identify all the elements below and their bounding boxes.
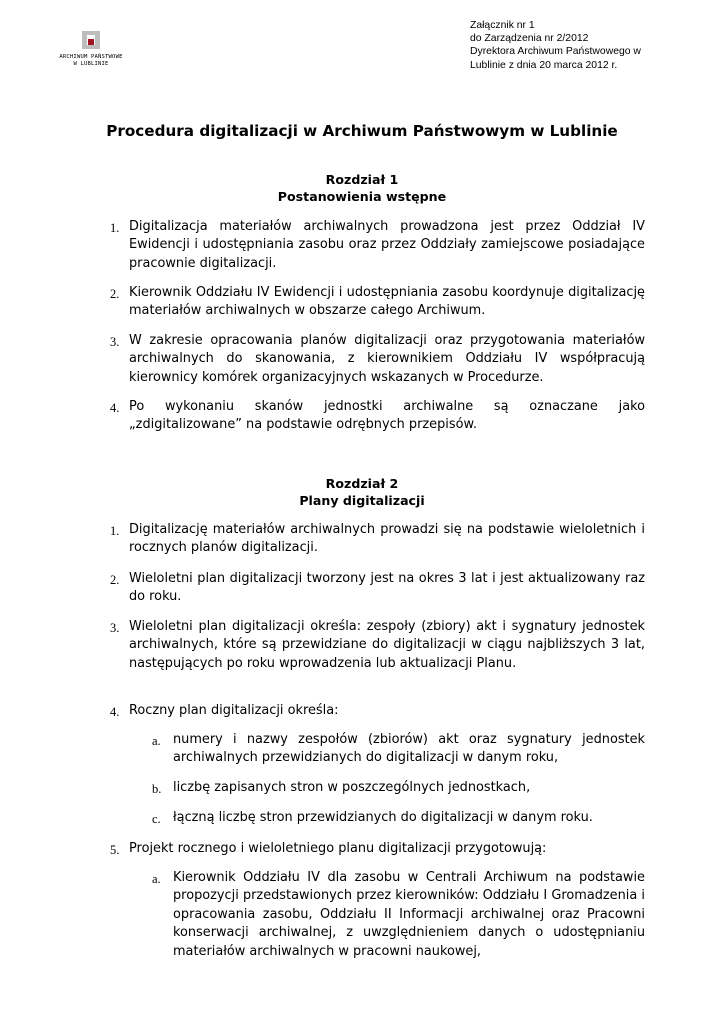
item-text: Kierownik Oddziału IV Ewidencji i udostępniania zasobu koordynuje digitalizację materiałów archiwalnych w obszarze całego Archiwum. xyxy=(129,285,645,319)
chapter-label: Rozdział 1 xyxy=(325,172,399,187)
list-item xyxy=(110,218,645,273)
sub-item-letter: b. xyxy=(152,782,162,796)
item-text: Wieloletni plan digitalizacji tworzony jest na okres 3 lat i jest aktualizowany raz do roku. xyxy=(129,571,645,605)
list-item xyxy=(110,284,645,321)
item-number: 4. xyxy=(110,401,120,415)
attachment-line: do Zarządzenia nr 2/2012 xyxy=(470,33,589,45)
sub-item-letter: c. xyxy=(152,812,161,826)
sub-item-letter: a. xyxy=(152,872,161,886)
sub-item-text: Kierownik Oddziału IV dla zasobu w Centrali Archiwum na podstawie propozycji przedstawionych przez kierowników: Oddziału I Gromadzenia i opracowania zasobu, Oddziału II Informacji archiwalnej oraz Pracowni konserwacji archiwalnej, z uwzględnieniem danych o udostępnianiu materiałów archiwalnych w pracowni naukowej, xyxy=(173,870,645,959)
attachment-line: Dyrektora Archiwum Państwowego w xyxy=(470,46,641,58)
item-number: 4. xyxy=(110,705,120,719)
chapter-2-heading xyxy=(0,475,724,509)
sub-list-item xyxy=(152,809,645,827)
item-text: W zakresie opracowania planów digitalizacji oraz przygotowania materiałów archiwalnych do skanowania, z kierownikiem Oddziału IV współpracują kierownicy komórek organizacyjnych wskazanych w Procedurze. xyxy=(129,333,645,385)
list-item xyxy=(110,398,645,435)
document-title: Procedura digitalizacji w Archiwum Państwowym w Lublinie xyxy=(106,122,618,140)
item-number: 3. xyxy=(110,621,120,635)
chapter-1-heading xyxy=(0,171,724,205)
item-number: 1. xyxy=(110,221,120,235)
attachment-note xyxy=(470,19,670,72)
list-item xyxy=(110,702,645,720)
item-text: Digitalizację materiałów archiwalnych prowadzi się na podstawie wieloletnich i rocznych planów digitalizacji. xyxy=(129,522,645,556)
sub-item-text: liczbę zapisanych stron w poszczególnych jednostkach, xyxy=(173,780,531,795)
sub-item-text: numery i nazwy zespołów (zbiorów) akt oraz sygnatury jednostek archiwalnych przewidzianych do digitalizacji w danym roku, xyxy=(173,732,645,766)
chapter-label: Rozdział 2 xyxy=(325,476,399,491)
archive-logo xyxy=(54,28,128,76)
sub-item-text: łączną liczbę stron przewidzianych do digitalizacji w danym roku. xyxy=(173,810,593,825)
list-item xyxy=(110,570,645,607)
list-item xyxy=(110,840,645,858)
sub-item-letter: a. xyxy=(152,734,161,748)
chapter-name: Plany digitalizacji xyxy=(299,493,425,508)
attachment-line: Załącznik nr 1 xyxy=(470,20,535,31)
attachment-line: Lublinie z dnia 20 marca 2012 r. xyxy=(470,59,618,71)
sub-list-item xyxy=(152,779,645,797)
logo-text: ARCHIWUM PAŃSTWOWE W LUBLINIE xyxy=(59,54,123,67)
item-text: Roczny plan digitalizacji określa: xyxy=(129,703,339,718)
item-number: 1. xyxy=(110,524,120,538)
sub-list-item xyxy=(152,869,645,961)
sub-list-item xyxy=(152,731,645,768)
item-text: Wieloletni plan digitalizacji określa: zespoły (zbiory) akt i sygnatury jednostek archiwalnych, które są przewidziane do digitalizacji w ciągu najbliższych 3 lat, następujących po roku wprowadzenia lub aktualizacji Planu. xyxy=(129,619,645,671)
list-item xyxy=(110,618,645,673)
item-number: 3. xyxy=(110,335,120,349)
chapter-name: Postanowienia wstępne xyxy=(277,189,447,204)
item-number: 2. xyxy=(110,287,120,301)
logo-emblem-icon xyxy=(82,31,100,49)
list-item xyxy=(110,521,645,558)
item-text: Projekt rocznego i wieloletniego planu digitalizacji przygotowują: xyxy=(129,841,547,856)
list-item xyxy=(110,332,645,387)
item-number: 2. xyxy=(110,573,120,587)
item-text: Po wykonaniu skanów jednostki archiwalne są oznaczane jako „zdigitalizowane” na podstawie odrębnych przepisów. xyxy=(129,399,645,433)
item-number: 5. xyxy=(110,843,120,857)
item-text: Digitalizacja materiałów archiwalnych prowadzona jest przez Oddział IV Ewidencji i udostępniania zasobu oraz przez Oddziały zamiejscowe posiadające pracownie digitalizacji. xyxy=(129,219,645,271)
